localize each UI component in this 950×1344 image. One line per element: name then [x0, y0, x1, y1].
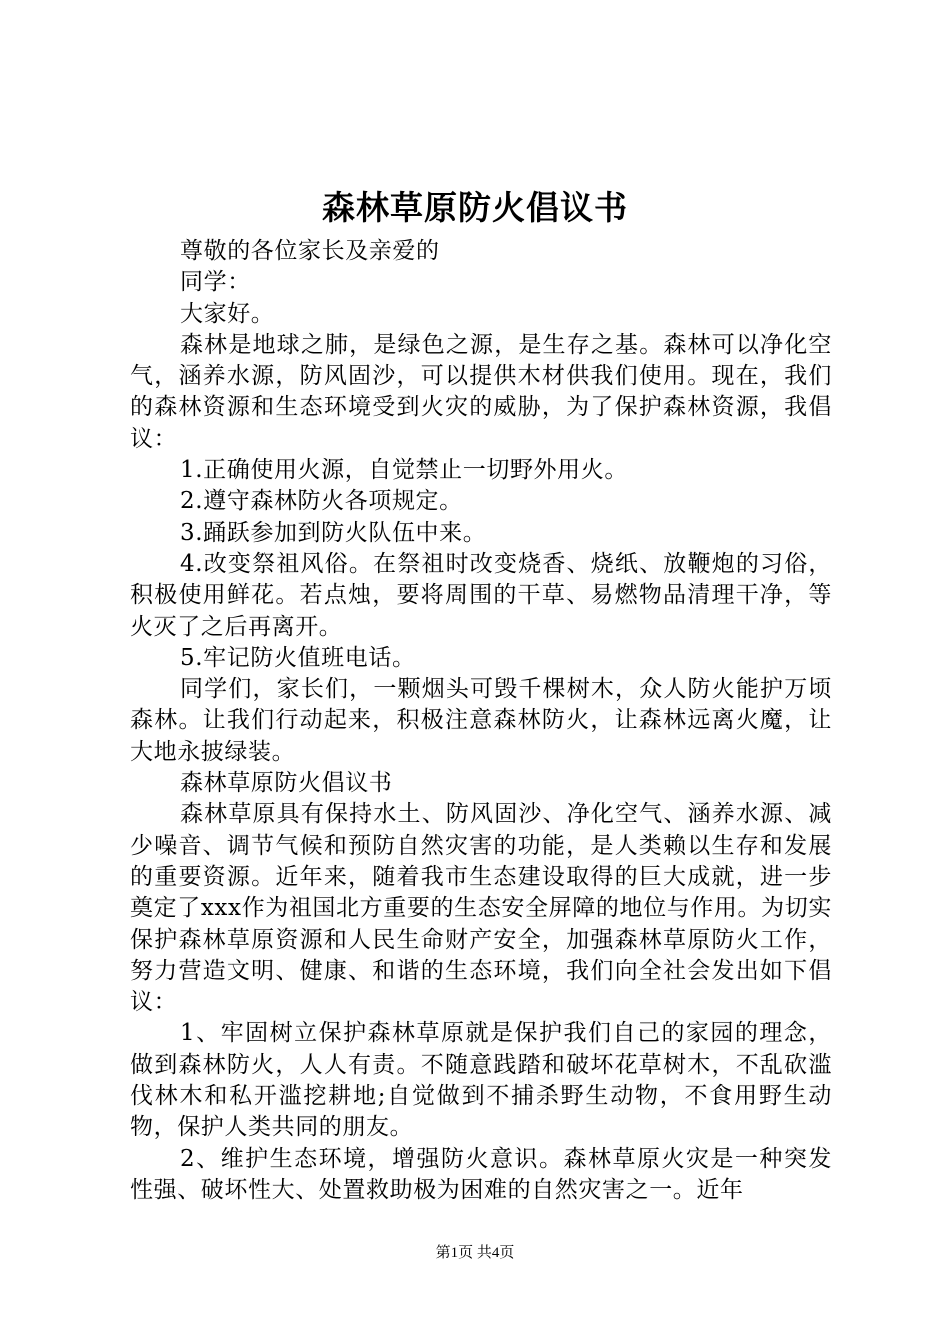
proposal-item-4: 4.改变祭祖风俗。在祭祖时改变烧香、烧纸、放鞭炮的习俗，积极使用鲜花。若点烛，要将周围的干草、易燃物品清理干净，等火灭了之后再离开。 [130, 550, 832, 640]
document-body [130, 236, 832, 1206]
page-title: 森林草原防火倡议书 [322, 188, 628, 227]
page-number-footer: 第1页 共4页 [435, 1245, 515, 1261]
intro-paragraph: 森林是地球之肺，是绿色之源，是生存之基。森林可以净化空气，涵养水源，防风固沙，可以提供木材供我们使用。现在，我们的森林资源和生态环境受到火灾的威胁，为了保护森林资源，我倡议： [130, 331, 832, 452]
closing-paragraph: 同学们，家长们，一颗烟头可毁千棵树木，众人防火能护万顷森林。让我们行动起来，积极注意森林防火，让森林远离火魔，让大地永披绿装。 [130, 676, 832, 765]
section-intro-paragraph: 森林草原具有保持水土、防风固沙、净化空气、涵养水源、减少噪音、调节气候和预防自然灾害的功能，是人类赖以生存和发展的重要资源。近年来，随着我市生态建设取得的巨大成就，进一步奠定了xxx作为祖国北方重要的生态安全屏障的地位与作用。为切实保护森林草原资源和人民生命财产安全，加强森林草原防火工作，努力营造文明、健康、和谐的生态环境，我们向全社会发出如下倡议： [130, 801, 832, 1016]
section-item-1: 1、牢固树立保护森林草原就是保护我们自己的家园的理念，做到森林防火，人人有责。不随意践踏和破坏花草树木，不乱砍滥伐林木和私开滥挖耕地;自觉做到不捕杀野生动物，不食用野生动物，保护人类共同的朋友。 [130, 1020, 832, 1141]
section-heading: 森林草原防火倡议书 [180, 770, 393, 797]
proposal-item-5: 5.牢记防火值班电话。 [180, 644, 416, 671]
section-item-2: 2、维护生态环境，增强防火意识。森林草原火灾是一种突发性强、破坏性大、处置救助极为困难的自然灾害之一。近年 [130, 1145, 832, 1203]
greeting: 大家好。 [180, 300, 275, 327]
proposal-item-3: 3.踊跃参加到防火队伍中来。 [180, 519, 487, 546]
salutation-line-2: 同学： [180, 269, 251, 296]
proposal-item-2: 2.遵守森林防火各项规定。 [180, 488, 463, 515]
salutation-line-1: 尊敬的各位家长及亲爱的 [180, 238, 440, 264]
proposal-item-1: 1.正确使用火源，自觉禁止一切野外用火。 [180, 457, 628, 484]
